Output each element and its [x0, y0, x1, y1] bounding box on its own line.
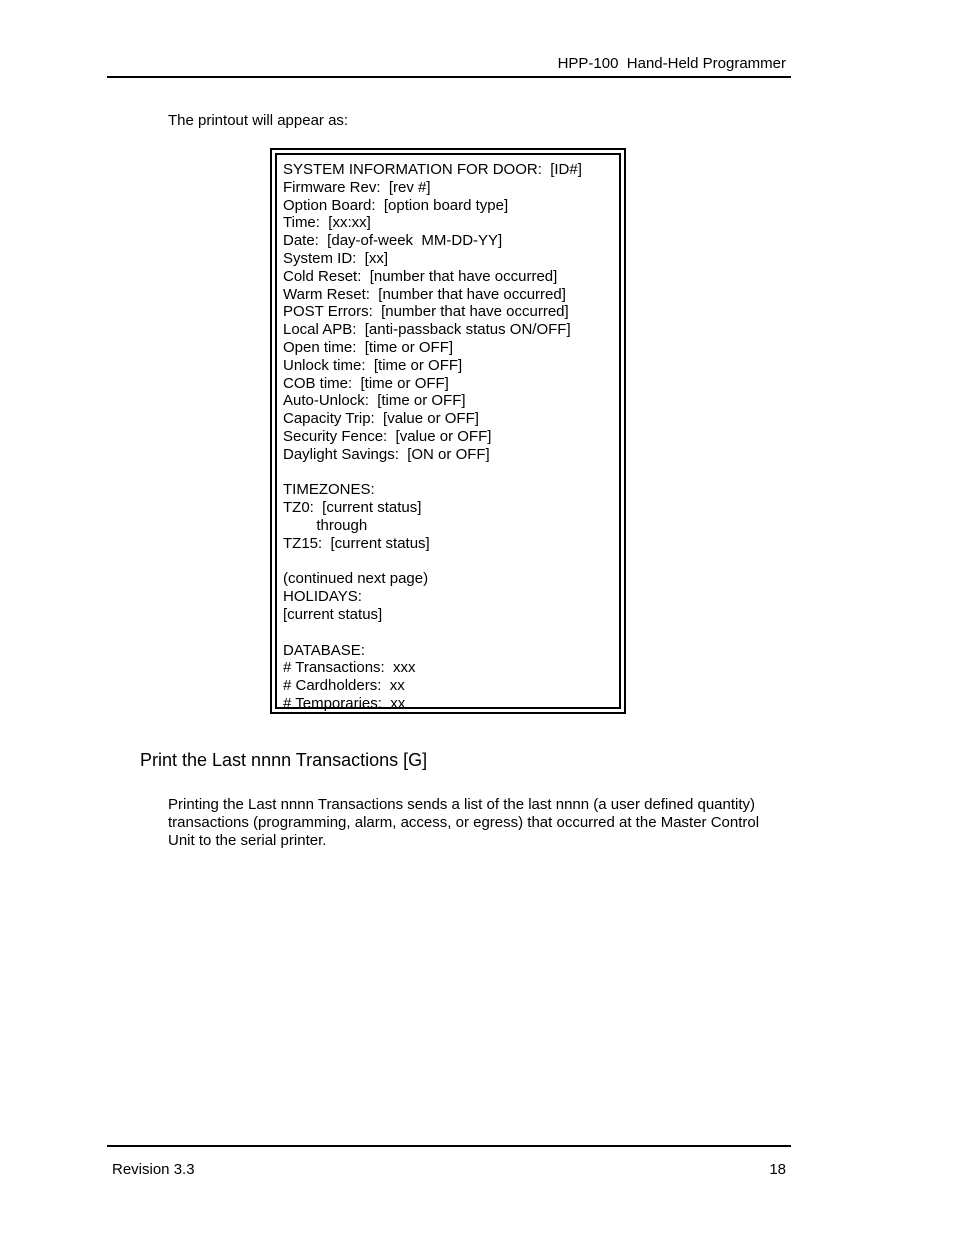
footer-page-number: 18 — [769, 1161, 786, 1178]
printout-line — [283, 553, 582, 571]
printout-lines — [283, 161, 582, 713]
printout-line: POST Errors: [number that have occurred] — [283, 303, 569, 321]
printout-line: TIMEZONES: — [283, 481, 375, 499]
printout-inner-border — [275, 153, 621, 712]
section-body: Printing the Last nnnn Transactions sends a list of the last nnnn (a user defined quantity) transactions (programming, alarm, access, or egress) that occurred at the Master Control Unit to the serial printer. — [168, 796, 760, 849]
printout-line: # Cardholders: xx — [283, 677, 405, 695]
printout-line — [283, 624, 582, 642]
section-heading: Print the Last nnnn Transactions [G] — [140, 750, 428, 770]
printout-line: (continued next page) — [283, 570, 429, 588]
printout-line: Time: [xx:xx] — [283, 214, 371, 232]
printout-line: Auto-Unlock: [time or OFF] — [283, 392, 466, 410]
printout-line: Option Board: [option board type] — [283, 196, 509, 214]
printout-line: through — [283, 516, 368, 534]
header-divider — [107, 76, 791, 78]
printout-line: DATABASE: — [283, 641, 365, 659]
printout-box — [270, 148, 626, 714]
printout-line: Unlock time: [time or OFF] — [283, 356, 463, 374]
printout-line: Daylight Savings: [ON or OFF] — [283, 445, 490, 463]
printout-line: Date: [day-of-week MM-DD-YY] — [283, 232, 503, 250]
footer-revision: Revision 3.3 — [112, 1161, 195, 1178]
printout-line: # Temporaries: xx — [283, 694, 406, 712]
printout-line: Security Fence: [value or OFF] — [283, 427, 492, 445]
printout-line: Firmware Rev: [rev #] — [283, 178, 431, 196]
printout-line: Local APB: [anti-passback status ON/OFF] — [283, 321, 571, 339]
printout-line: [current status] — [283, 605, 383, 623]
printout-line: Cold Reset: [number that have occurred] — [283, 267, 558, 285]
printout-line: TZ15: [current status] — [283, 534, 430, 552]
printout-line: COB time: [time or OFF] — [283, 374, 449, 392]
footer-divider — [107, 1145, 791, 1147]
printout-line: SYSTEM INFORMATION FOR DOOR: [ID#] — [283, 161, 582, 178]
printout-line: HOLIDAYS: — [283, 588, 362, 606]
printout-line — [283, 464, 582, 482]
printout-line: Warm Reset: [number that have occurred] — [283, 285, 566, 303]
printout-line: Open time: [time or OFF] — [283, 338, 454, 356]
intro-text: The printout will appear as: — [168, 112, 349, 129]
printout-line: System ID: [xx] — [283, 249, 389, 267]
document-header-title: HPP-100 Hand-Held Programmer — [557, 55, 786, 72]
printout-line: # Transactions: xxx — [283, 659, 416, 677]
printout-line: TZ0: [current status] — [283, 499, 422, 517]
printout-line: Capacity Trip: [value or OFF] — [283, 410, 479, 428]
